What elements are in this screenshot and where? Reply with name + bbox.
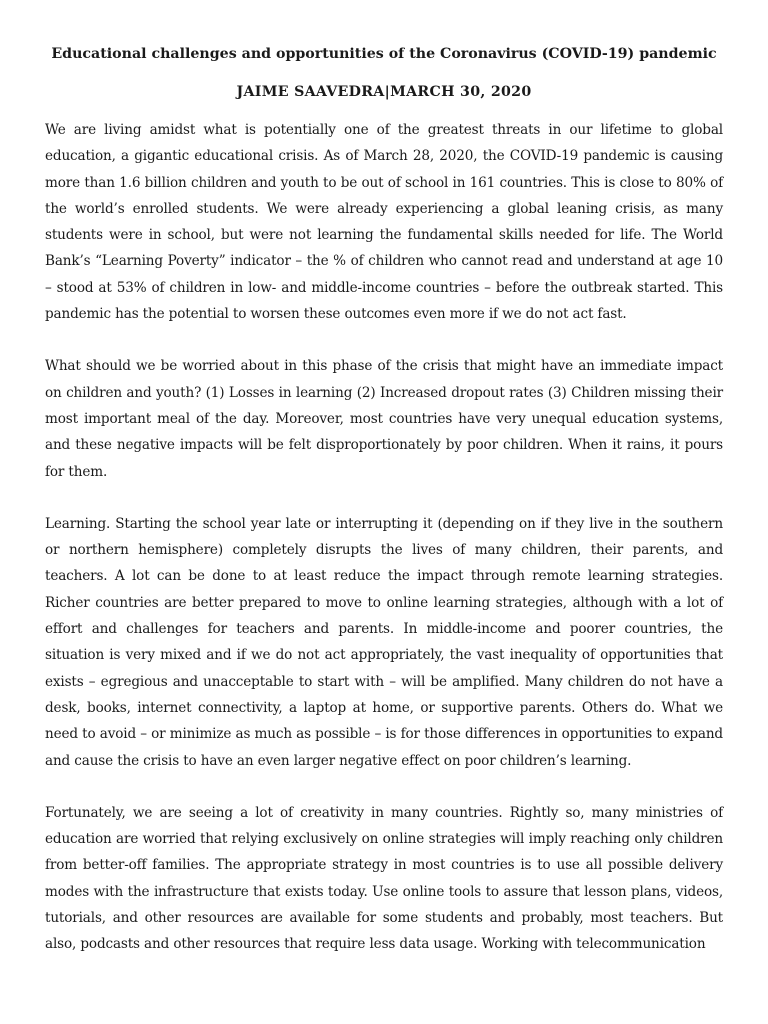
paragraph-3: Learning. Starting the school year late or interrupting it (depending on if they live in the southern or northern hemisphere) completely disrupts the lives of many children, their parents, and teachers. A lot can be done to at least reduce the impact through remote learning strategies. Richer countries are better prepared to move to online learning strategies, although with a lot of effort and challenges for teachers and parents. In middle-income and poorer countries, the situation is very mixed and if we do not act appropriately, the vast inequality of opportunities that exists – egregious and unacceptable to start with – will be amplified. Many children do not have a desk, books, internet connectivity, a laptop at home, or supportive parents. Others do. What we need to avoid – or minimize as much as possible – is for those differences in opportunities to expand and cause the crisis to have an even larger negative effect on poor children’s learning. [45,515,723,769]
paragraph-4: Fortunately, we are seeing a lot of creativity in many countries. Rightly so, many ministries of education are worried that relying exclusively on online strategies will imply reaching only children from better-off families. The appropriate strategy in most countries is to use all possible delivery modes with the infrastructure that exists today. Use online tools to assure that lesson plans, videos, tutorials, and other resources are available for some students and probably, most teachers. But also, podcasts and other resources that require less data usage. Working with telecommunication [45,804,723,953]
paragraph-1: We are living amidst what is potentially one of the greatest threats in our lifetime to global education, a gigantic educational crisis. As of March 28, 2020, the COVID-19 pandemic is causing more than 1.6 billion children and youth to be out of school in 161 countries. This is close to 80% of the world’s enrolled students. We were already experiencing a global leaning crisis, as many students were in school, but were not learning the fundamental skills needed for life. The World Bank’s “Learning Poverty” indicator – the % of children who cannot read and understand at age 10 – stood at 53% of children in low- and middle-income countries – before the outbreak started. This pandemic has the potential to worsen these outcomes even more if we do not act fast. [45,122,723,323]
author-date-byline: JAIME SAAVEDRA|MARCH 30, 2020 [236,84,532,100]
paragraph-2: What should we be worried about in this phase of the crisis that might have an immediate impact on children and youth? (1) Losses in learning (2) Increased dropout rates (3) Children missing their most important meal of the day. Moreover, most countries have very unequal education systems, and these negative impacts will be felt disproportionately by poor children. When it rains, it pours for them. [45,358,723,480]
document-title: Educational challenges and opportunities of the Coronavirus (COVID-19) pandemic [51,46,717,62]
